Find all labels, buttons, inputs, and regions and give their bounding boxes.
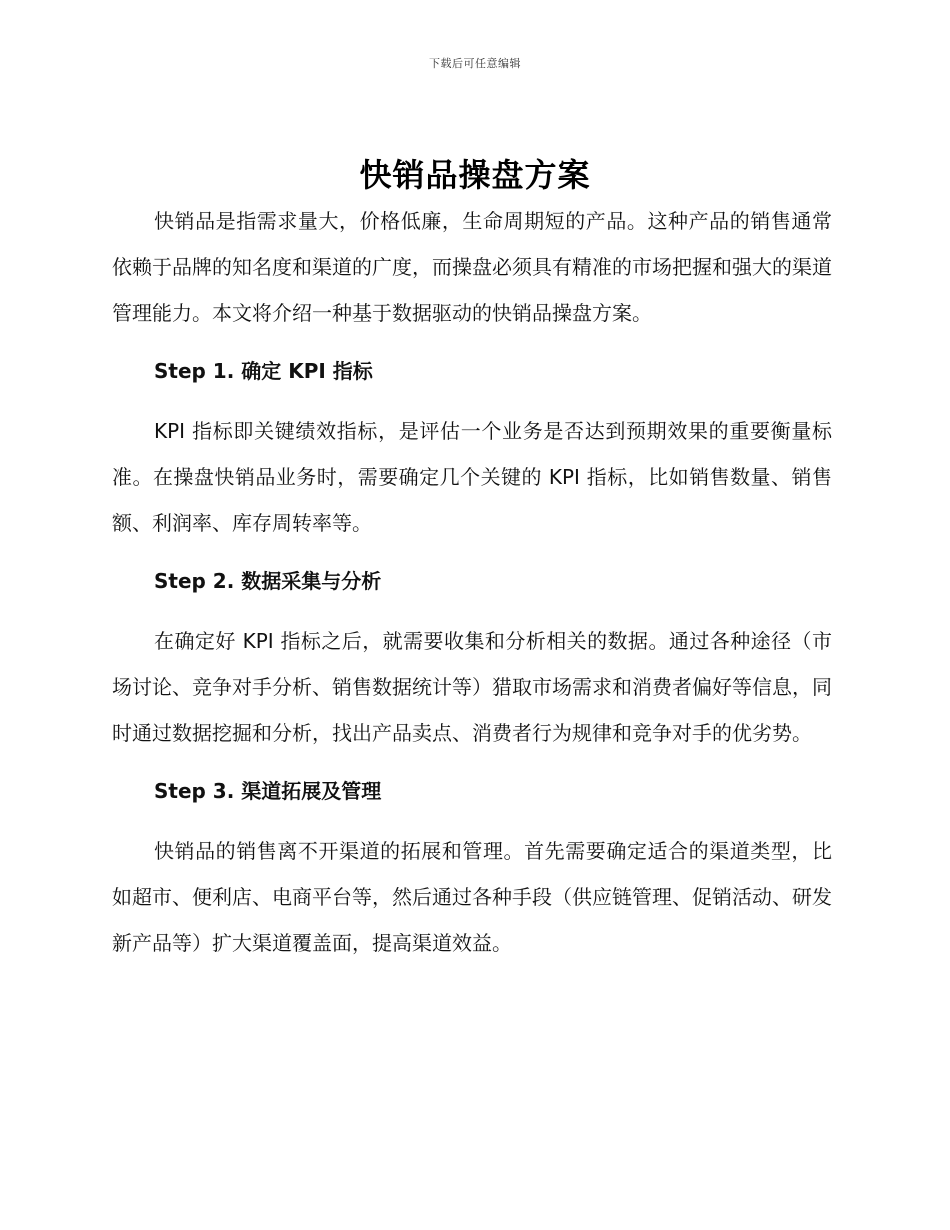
step-2-paragraph: 在确定好 KPI 指标之后，就需要收集和分析相关的数据。通过各种途径（市场讨论、竞争对手分析、销售数据统计等）猎取市场需求和消费者偏好等信息，同时通过数据挖掘和分析，找出产品卖点、消费者行为规律和竞争对手的优劣势。 bbox=[112, 629, 832, 745]
header-note: 下载后可任意编辑 bbox=[429, 57, 521, 70]
spacer bbox=[112, 814, 832, 828]
spacer bbox=[112, 604, 832, 618]
intro-paragraph: 快销品是指需求量大，价格低廉，生命周期短的产品。这种产品的销售通常依赖于品牌的知名度和渠道的广度，而操盘必须具有精准的市场把握和强大的渠道管理能力。本文将介绍一种基于数据驱动的快销品操盘方案。 bbox=[112, 209, 832, 325]
step-3-heading: Step 3. 渠道拓展及管理 bbox=[154, 779, 382, 803]
step-3-paragraph: 快销品的销售离不开渠道的拓展和管理。首先需要确定适合的渠道类型，比如超市、便利店、电商平台等，然后通过各种手段（供应链管理、促销活动、研发新产品等）扩大渠道覆盖面，提高渠道效益。 bbox=[112, 839, 832, 955]
spacer bbox=[112, 394, 832, 408]
spacer bbox=[112, 336, 832, 348]
step-1-heading: Step 1. 确定 KPI 指标 bbox=[154, 359, 373, 383]
spacer bbox=[112, 756, 832, 768]
step-1-paragraph: KPI 指标即关键绩效指标，是评估一个业务是否达到预期效果的重要衡量标准。在操盘快销品业务时，需要确定几个关键的 KPI 指标，比如销售数量、销售额、利润率、库存周转率等。 bbox=[112, 419, 832, 535]
spacer bbox=[112, 546, 832, 558]
document-body bbox=[112, 198, 832, 966]
step-2-heading: Step 2. 数据采集与分析 bbox=[154, 569, 382, 593]
document-title: 快销品操盘方案 bbox=[359, 156, 591, 194]
